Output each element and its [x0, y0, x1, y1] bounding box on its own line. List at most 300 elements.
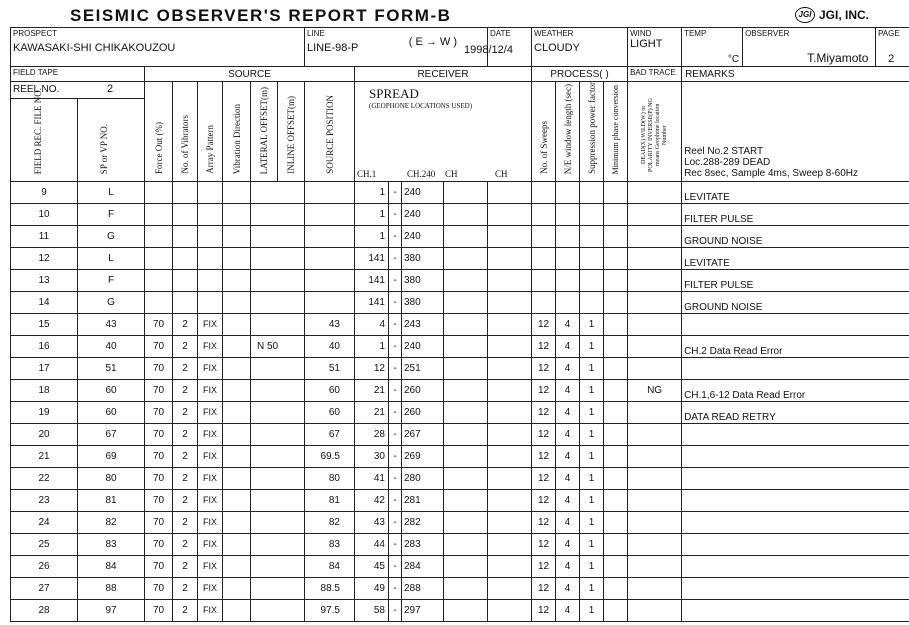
page-label: PAGE	[878, 29, 900, 38]
table-row	[11, 335, 909, 357]
ch-a-cell	[444, 511, 488, 533]
vib-dir-cell	[223, 533, 251, 555]
ch-a-cell	[444, 555, 488, 577]
source-pos-cell: 83	[305, 533, 355, 555]
ch-a-cell	[444, 577, 488, 599]
bad-trace-cell	[628, 445, 682, 467]
spread-label: SPREAD	[369, 86, 419, 101]
source-pos-cell: 97.5	[305, 599, 355, 621]
suppression-cell: 1	[580, 379, 604, 401]
bad-trace-cell	[628, 313, 682, 335]
suppression-cell	[580, 181, 604, 203]
ch-a-cell	[444, 291, 488, 313]
min-phase-cell	[604, 445, 628, 467]
file-no-cell: 25	[11, 533, 78, 555]
ch-b-cell	[488, 467, 532, 489]
lateral-cell	[251, 511, 305, 533]
sp-cell: L	[78, 247, 145, 269]
lateral-cell	[251, 379, 305, 401]
table-row	[11, 225, 909, 247]
vib-dir-cell	[223, 203, 251, 225]
dash-cell: -	[389, 423, 402, 445]
lateral-cell	[251, 467, 305, 489]
force-cell: 70	[145, 423, 173, 445]
array-cell: FIX	[198, 357, 223, 379]
header-row	[11, 28, 909, 67]
sp-cell: 43	[78, 313, 145, 335]
array-cell: FIX	[198, 599, 223, 621]
force-cell: 70	[145, 379, 173, 401]
dash-cell: -	[389, 577, 402, 599]
window-cell: 4	[556, 555, 580, 577]
sp-cell: 40	[78, 335, 145, 357]
remark-top-1: Reel No.2 START	[684, 145, 764, 157]
vibrators-cell	[173, 291, 198, 313]
ch240-cell: 380	[402, 291, 444, 313]
report-table	[10, 27, 909, 622]
dash-cell: -	[389, 511, 402, 533]
source-pos-cell: 82	[305, 511, 355, 533]
ch1-cell: 141	[355, 247, 389, 269]
ch240-cell: 240	[402, 225, 444, 247]
remark-cell	[682, 533, 909, 555]
col-bad-trace: DEAD(X) WILD(W) or POLARITY INVERSE(P) NG means Geophone location Number	[640, 98, 668, 172]
sp-cell: F	[78, 203, 145, 225]
vibrators-cell: 2	[173, 489, 198, 511]
sp-cell: 80	[78, 467, 145, 489]
vib-dir-cell	[223, 357, 251, 379]
ch-b-cell	[488, 379, 532, 401]
min-phase-cell	[604, 599, 628, 621]
lateral-cell	[251, 181, 305, 203]
remark-cell: LEVITATE	[682, 181, 909, 203]
ch-b-cell	[488, 577, 532, 599]
source-pos-cell	[305, 181, 355, 203]
dash-cell: -	[389, 313, 402, 335]
bad-trace-cell	[628, 357, 682, 379]
reel-no-label: REEL NO.	[13, 84, 60, 95]
force-cell: 70	[145, 555, 173, 577]
sweeps-cell: 12	[532, 511, 556, 533]
ch-a-cell	[444, 445, 488, 467]
spread-cell	[355, 82, 532, 182]
force-cell: 70	[145, 445, 173, 467]
sweeps-cell	[532, 181, 556, 203]
vib-dir-cell	[223, 423, 251, 445]
table-row	[11, 423, 909, 445]
bad-trace-cell	[628, 203, 682, 225]
window-cell: 4	[556, 313, 580, 335]
ch240-cell: 240	[402, 181, 444, 203]
remark-cell	[682, 313, 909, 335]
line-cell	[305, 28, 488, 67]
dash-cell: -	[389, 467, 402, 489]
ch-b-cell	[488, 511, 532, 533]
file-no-cell: 23	[11, 489, 78, 511]
remark-cell: FILTER PULSE	[682, 203, 909, 225]
file-no-cell: 21	[11, 445, 78, 467]
file-no-cell: 22	[11, 467, 78, 489]
ch-a-cell	[444, 225, 488, 247]
ch240-cell: 283	[402, 533, 444, 555]
sp-cell: 84	[78, 555, 145, 577]
ch240-cell: 243	[402, 313, 444, 335]
sp-cell: 97	[78, 599, 145, 621]
vibrators-cell: 2	[173, 423, 198, 445]
col-sp: SP or VP NO.	[99, 123, 109, 174]
force-cell: 70	[145, 533, 173, 555]
source-label: SOURCE	[145, 67, 355, 82]
sp-cell: G	[78, 291, 145, 313]
window-cell	[556, 269, 580, 291]
remark-cell: DATA READ RETRY	[682, 401, 909, 423]
sweeps-cell: 12	[532, 489, 556, 511]
min-phase-cell	[604, 291, 628, 313]
ch240-cell: 297	[402, 599, 444, 621]
ch-a-cell	[444, 533, 488, 555]
window-cell	[556, 181, 580, 203]
sweeps-cell: 12	[532, 467, 556, 489]
min-phase-cell	[604, 577, 628, 599]
ch-b-cell	[488, 247, 532, 269]
sp-cell: 81	[78, 489, 145, 511]
source-pos-cell: 69.5	[305, 445, 355, 467]
file-no-cell: 28	[11, 599, 78, 621]
lateral-cell	[251, 489, 305, 511]
bad-trace-cell	[628, 247, 682, 269]
remark-cell	[682, 467, 909, 489]
ch240-cell: 240	[402, 203, 444, 225]
ch1-cell: 1	[355, 203, 389, 225]
array-cell: FIX	[198, 555, 223, 577]
ch-b-cell	[488, 225, 532, 247]
file-no-cell: 9	[11, 181, 78, 203]
dash-cell: -	[389, 401, 402, 423]
force-cell	[145, 225, 173, 247]
bad-trace-cell	[628, 335, 682, 357]
bad-trace-cell	[628, 599, 682, 621]
window-cell: 4	[556, 577, 580, 599]
window-cell	[556, 225, 580, 247]
sweeps-cell: 12	[532, 357, 556, 379]
ch-a-cell	[444, 489, 488, 511]
file-no-cell: 14	[11, 291, 78, 313]
date-value: 1998/12/4	[464, 44, 513, 56]
window-cell: 4	[556, 599, 580, 621]
dash-cell: -	[389, 269, 402, 291]
table-row	[11, 291, 909, 313]
sp-cell: 83	[78, 533, 145, 555]
array-cell: FIX	[198, 467, 223, 489]
source-pos-cell: 84	[305, 555, 355, 577]
ch1-cell: 30	[355, 445, 389, 467]
source-pos-cell: 88.5	[305, 577, 355, 599]
vib-dir-cell	[223, 291, 251, 313]
ch-a-cell	[444, 313, 488, 335]
ch240-cell: 269	[402, 445, 444, 467]
source-pos-cell: 67	[305, 423, 355, 445]
table-row	[11, 489, 909, 511]
window-cell: 4	[556, 357, 580, 379]
page-value: 2	[888, 53, 895, 65]
sweeps-cell: 12	[532, 401, 556, 423]
window-cell	[556, 291, 580, 313]
vibrators-cell	[173, 181, 198, 203]
vib-dir-cell	[223, 555, 251, 577]
suppression-cell	[580, 291, 604, 313]
file-no-cell: 16	[11, 335, 78, 357]
ch240-cell: 251	[402, 357, 444, 379]
sweeps-cell	[532, 225, 556, 247]
ch240-cell: 267	[402, 423, 444, 445]
lateral-cell: N 50	[251, 335, 305, 357]
ch240-cell: 260	[402, 379, 444, 401]
bad-trace-cell	[628, 489, 682, 511]
ch-a-cell	[444, 599, 488, 621]
ch-a-cell	[444, 181, 488, 203]
ch1-cell: 141	[355, 291, 389, 313]
remark-cell	[682, 577, 909, 599]
file-no-cell: 18	[11, 379, 78, 401]
sp-cell: 67	[78, 423, 145, 445]
ch1-cell: 43	[355, 511, 389, 533]
source-pos-cell: 40	[305, 335, 355, 357]
col-min-phase: Minimum phase conversion	[610, 84, 620, 174]
array-cell: FIX	[198, 423, 223, 445]
min-phase-cell	[604, 357, 628, 379]
ch-b-cell	[488, 533, 532, 555]
array-cell: FIX	[198, 379, 223, 401]
vib-dir-cell	[223, 401, 251, 423]
suppression-cell: 1	[580, 467, 604, 489]
force-cell: 70	[145, 577, 173, 599]
source-pos-cell	[305, 269, 355, 291]
suppression-cell	[580, 203, 604, 225]
lateral-cell	[251, 225, 305, 247]
process-label: PROCESS( )	[532, 67, 628, 82]
source-pos-cell: 81	[305, 489, 355, 511]
source-pos-cell	[305, 291, 355, 313]
sp-cell: G	[78, 225, 145, 247]
sweeps-cell: 12	[532, 533, 556, 555]
remark-cell: GROUND NOISE	[682, 225, 909, 247]
force-cell	[145, 291, 173, 313]
vibrators-cell	[173, 203, 198, 225]
file-no-cell: 17	[11, 357, 78, 379]
col-vib-dir: Vibration Direction	[231, 103, 242, 174]
file-no-cell: 12	[11, 247, 78, 269]
sp-cell: L	[78, 181, 145, 203]
dash-cell: -	[389, 203, 402, 225]
dash-cell: -	[389, 489, 402, 511]
observer-label: OBSERVER	[745, 29, 790, 38]
window-cell	[556, 203, 580, 225]
source-pos-cell: 80	[305, 467, 355, 489]
vibrators-cell: 2	[173, 379, 198, 401]
remark-top-2: Loc.288-289 DEAD	[684, 156, 771, 168]
table-row	[11, 467, 909, 489]
receiver-label: RECEIVER	[355, 67, 532, 82]
ch-a-cell	[444, 379, 488, 401]
ch240-cell: 380	[402, 269, 444, 291]
ch1-cell: 44	[355, 533, 389, 555]
ch-b-cell	[488, 335, 532, 357]
array-cell	[198, 203, 223, 225]
ch240-cell: 380	[402, 247, 444, 269]
ch1-cell: 1	[355, 335, 389, 357]
col-lateral: LATERAL OFFSET(m)	[259, 86, 269, 174]
lateral-cell	[251, 423, 305, 445]
temp-label: TEMP	[684, 29, 707, 38]
suppression-cell: 1	[580, 577, 604, 599]
window-cell: 4	[556, 335, 580, 357]
window-cell: 4	[556, 379, 580, 401]
weather-label: WEATHER	[534, 29, 574, 38]
min-phase-cell	[604, 203, 628, 225]
col-source-pos: SOURCE POSITION	[324, 95, 335, 174]
vibrators-cell: 2	[173, 357, 198, 379]
ch1-cell: 21	[355, 401, 389, 423]
ch1-cell: 12	[355, 357, 389, 379]
min-phase-cell	[604, 313, 628, 335]
dash-cell: -	[389, 225, 402, 247]
array-cell	[198, 247, 223, 269]
reel-no-value: 2	[107, 83, 114, 95]
ch-a-cell	[444, 467, 488, 489]
table-row	[11, 401, 909, 423]
table-row	[11, 181, 909, 203]
force-cell: 70	[145, 489, 173, 511]
ch-b-cell	[488, 291, 532, 313]
observer-value: T.Miyamoto	[807, 51, 869, 65]
table-row	[11, 203, 909, 225]
source-pos-cell	[305, 225, 355, 247]
bad-trace-cell	[628, 467, 682, 489]
sweeps-cell	[532, 203, 556, 225]
suppression-cell: 1	[580, 489, 604, 511]
ch-a-cell	[444, 269, 488, 291]
file-no-cell: 10	[11, 203, 78, 225]
ch-b-cell	[488, 401, 532, 423]
ch-b-cell	[488, 555, 532, 577]
col-vibrators: No. of Vibrators	[180, 115, 190, 174]
table-row	[11, 379, 909, 401]
suppression-cell: 1	[580, 357, 604, 379]
remark-cell: FILTER PULSE	[682, 269, 909, 291]
vib-dir-cell	[223, 313, 251, 335]
weather-value: CLOUDY	[534, 42, 580, 54]
vib-dir-cell	[223, 269, 251, 291]
bad-trace-cell	[628, 401, 682, 423]
force-cell: 70	[145, 599, 173, 621]
col-suppression: Suppression power factor	[586, 82, 597, 174]
ch-a-cell	[444, 203, 488, 225]
array-cell: FIX	[198, 445, 223, 467]
ch1-cell: 28	[355, 423, 389, 445]
ch240-cell: 281	[402, 489, 444, 511]
ch-b-cell	[488, 313, 532, 335]
suppression-cell: 1	[580, 401, 604, 423]
lateral-cell	[251, 445, 305, 467]
table-row	[11, 599, 909, 621]
force-cell: 70	[145, 335, 173, 357]
dash-cell: -	[389, 555, 402, 577]
file-no-cell: 19	[11, 401, 78, 423]
ch1-cell: 41	[355, 467, 389, 489]
sweeps-cell: 12	[532, 445, 556, 467]
suppression-cell: 1	[580, 313, 604, 335]
col-force: Force Out (%)	[153, 122, 164, 174]
date-label: DATE	[490, 29, 511, 38]
col-sweeps: No. of Sweeps	[538, 121, 549, 174]
wind-value: LIGHT	[630, 38, 663, 50]
array-cell: FIX	[198, 533, 223, 555]
sweeps-cell: 12	[532, 423, 556, 445]
ch-b-cell	[488, 181, 532, 203]
array-cell: FIX	[198, 511, 223, 533]
dash-cell: -	[389, 357, 402, 379]
min-phase-cell	[604, 379, 628, 401]
ch-b-cell	[488, 357, 532, 379]
force-cell: 70	[145, 357, 173, 379]
suppression-cell: 1	[580, 533, 604, 555]
dash-cell: -	[389, 533, 402, 555]
min-phase-cell	[604, 269, 628, 291]
min-phase-cell	[604, 335, 628, 357]
vib-dir-cell	[223, 379, 251, 401]
bad-trace-cell	[628, 555, 682, 577]
suppression-cell: 1	[580, 445, 604, 467]
dash-cell: -	[389, 181, 402, 203]
lateral-cell	[251, 533, 305, 555]
ch1-cell: 45	[355, 555, 389, 577]
vibrators-cell	[173, 225, 198, 247]
sweeps-cell: 12	[532, 555, 556, 577]
window-cell: 4	[556, 511, 580, 533]
ch1-cell: 1	[355, 225, 389, 247]
remark-cell	[682, 555, 909, 577]
force-cell: 70	[145, 313, 173, 335]
sp-cell: 69	[78, 445, 145, 467]
line-value: LINE-98-P	[307, 42, 359, 54]
remarks-top-cell	[682, 82, 909, 182]
bad-trace-cell: NG	[628, 379, 682, 401]
vibrators-cell: 2	[173, 467, 198, 489]
col-field-rec: FIELD REC. FILE NO.	[33, 87, 43, 174]
remarks-label: REMARKS	[682, 67, 909, 82]
vibrators-cell: 2	[173, 335, 198, 357]
column-header-row	[11, 82, 909, 182]
suppression-cell	[580, 269, 604, 291]
window-cell: 4	[556, 489, 580, 511]
remark-cell	[682, 445, 909, 467]
vib-dir-cell	[223, 335, 251, 357]
lateral-cell	[251, 203, 305, 225]
sweeps-cell	[532, 269, 556, 291]
table-row	[11, 357, 909, 379]
window-cell: 4	[556, 533, 580, 555]
vib-dir-cell	[223, 599, 251, 621]
vib-dir-cell	[223, 445, 251, 467]
lateral-cell	[251, 269, 305, 291]
vib-dir-cell	[223, 181, 251, 203]
vib-dir-cell	[223, 225, 251, 247]
min-phase-cell	[604, 489, 628, 511]
dash-cell: -	[389, 599, 402, 621]
sp-cell: F	[78, 269, 145, 291]
vibrators-cell: 2	[173, 555, 198, 577]
ch-a-cell	[444, 335, 488, 357]
